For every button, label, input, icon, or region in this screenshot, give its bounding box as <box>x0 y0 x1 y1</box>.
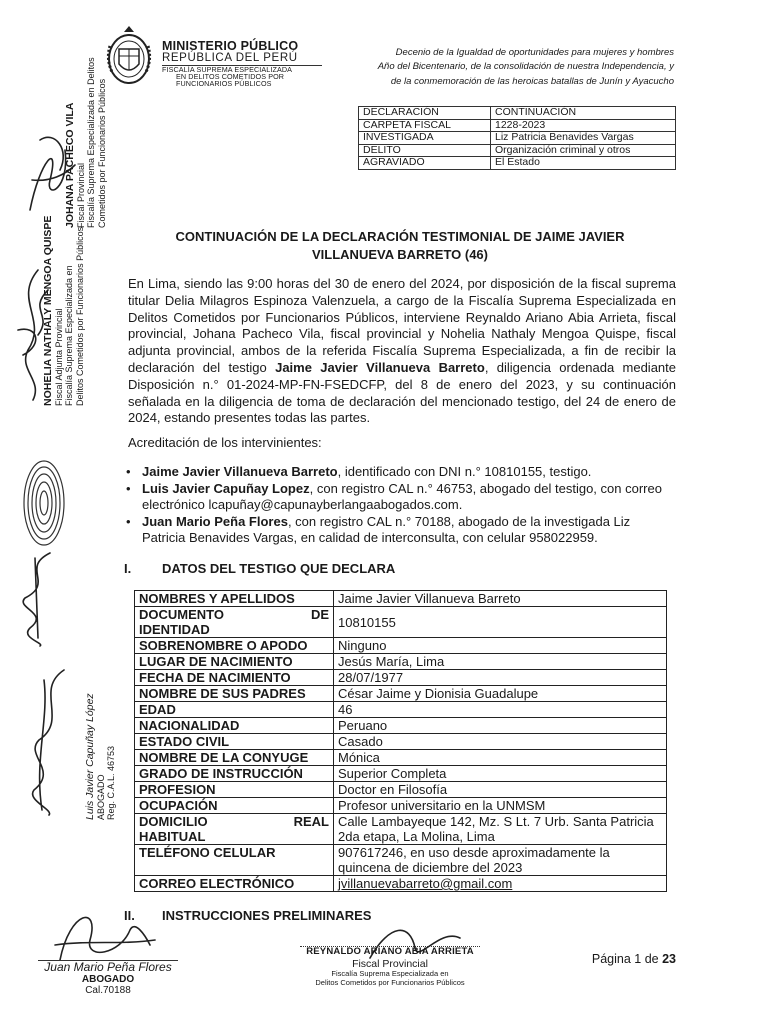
case-row <box>359 107 676 120</box>
table-row <box>135 718 667 734</box>
participant-name: Jaime Javier Villanueva Barreto <box>142 464 338 479</box>
stamp-office: Fiscalía Suprema Especializada en <box>331 968 449 978</box>
list-item <box>122 464 677 481</box>
field-label: GRADO DE INSTRUCCIÓN <box>135 766 334 782</box>
table-row <box>135 845 667 876</box>
case-value: 1228-2023 <box>491 119 676 132</box>
field-label: LUGAR DE NACIMIENTO <box>135 654 334 670</box>
case-row <box>359 119 676 132</box>
stamp-role: ABOGADO <box>96 774 107 820</box>
field-value: Calle Lambayeque 142, Mz. S Lt. 7 Urb. Santa Patricia 2da etapa, La Molina, Lima <box>334 814 667 845</box>
table-row <box>135 750 667 766</box>
field-label: NOMBRE DE SUS PADRES <box>135 686 334 702</box>
section-number: II. <box>124 908 135 923</box>
stamp-office: Delitos Cometidos por Funcionarios Públicos <box>74 226 85 406</box>
field-label: OCUPACIÓN <box>135 798 334 814</box>
table-row <box>135 814 667 845</box>
field-value: Doctor en Filosofía <box>334 782 667 798</box>
field-label-part: REAL <box>293 814 329 829</box>
participant-detail: , con registro CAL n.° 46753, abogado del testigo, con correo electrónico lcapuñay@capunayberlangaabogados.com. <box>142 480 662 512</box>
field-label <box>135 607 334 638</box>
stamp-role: ABOGADO <box>81 974 135 986</box>
official-motto <box>344 46 674 89</box>
case-label: DELITO <box>359 144 491 157</box>
stamp-name: JOHANA PACHECO VILA <box>64 102 76 228</box>
field-value: Ninguno <box>334 638 667 654</box>
table-row <box>135 766 667 782</box>
participants-list <box>122 464 677 547</box>
ministerio-publico-seal-icon <box>104 24 154 86</box>
signature-capunay <box>14 660 74 820</box>
field-label: CORREO ELECTRÓNICO <box>135 876 334 892</box>
stamp-name: REYNALDO ARIANO ABIA ARRIETA <box>300 946 480 958</box>
case-value: CONTINUACIÓN <box>491 107 676 120</box>
case-label: DECLARACIÓN <box>359 107 491 120</box>
case-value: Organización criminal y otros <box>491 144 676 157</box>
field-label: SOBRENOMBRE O APODO <box>135 638 334 654</box>
field-value: 28/07/1977 <box>334 670 667 686</box>
field-value: 46 <box>334 702 667 718</box>
list-item <box>122 514 677 547</box>
org-country: REPÚBLICA DEL PERÚ <box>162 53 322 67</box>
table-row <box>135 607 667 638</box>
case-value: El Estado <box>491 157 676 170</box>
section-title: DATOS DEL TESTIGO QUE DECLARA <box>162 561 396 576</box>
field-value: Jesús María, Lima <box>334 654 667 670</box>
field-value: 10810155 <box>334 607 667 638</box>
stamp-pacheco <box>64 57 107 228</box>
field-label: FECHA DE NACIMIENTO <box>135 670 334 686</box>
field-value: Peruano <box>334 718 667 734</box>
witness-data-table <box>134 590 667 892</box>
page-prefix: Página 1 de <box>591 952 659 966</box>
stamp-role: Fiscal Adjunta Provincial <box>54 308 65 406</box>
list-item <box>122 481 677 514</box>
section-heading-2 <box>124 908 371 923</box>
field-label-part: DE <box>310 607 329 622</box>
motto-line-3: de la conmemoración de las heroicas batallas de Junín y Ayacucho <box>390 75 674 87</box>
participant-detail: , identificado con DNI n.° 10810155, testigo. <box>337 464 592 479</box>
opening-text-1: En Lima, siendo las 9:00 horas del 30 de enero del 2024, por disposición de la fiscal suprema titular Delia Milagros Espinoza Valenzuela, a cargo de la Fiscalía Suprema Especializada en Delitos Cometidos por Funcionarios Públicos, interviene Reynaldo Ariano Abia Arrieta, fiscal provincial, Johana Pacheco Vila, fiscal provincial y Nohelia Nathaly Mengoa Quispe, fiscal adjunta provincial, ambos de la referida Fiscalía Suprema Especializada, a fin de recibir la declaración del testigo <box>128 276 676 375</box>
org-name: MINISTERIO PÚBLICO <box>162 39 299 53</box>
witness-name-bold: Jaime Javier Villanueva Barreto <box>275 359 485 375</box>
stamp-abia <box>300 946 480 987</box>
motto-line-1: Decenio de la Igualdad de oportunidades para mujeres y hombres <box>395 47 674 58</box>
stamp-name: NOHELIA NATHALY MENGOA QUISPE <box>42 215 54 406</box>
field-value: Superior Completa <box>334 766 667 782</box>
opening-text-2: , diligencia ordenada mediante Disposición n.° 01-2024-MP-FN-FSEDCFP, del 8 de enero del 2023, y su continuación señalada en la diligencia de toma de declaración del mencionado testigo, del 24 de enero de 2024, estando presentes todas las partes. <box>128 359 676 426</box>
field-label: NOMBRE DE LA CONYUGE <box>135 750 334 766</box>
table-row <box>135 876 667 892</box>
case-label: CARPETA FISCAL <box>359 119 491 132</box>
section-number: I. <box>124 561 132 576</box>
case-value: Liz Patricia Benavides Vargas <box>491 132 676 145</box>
field-value: 907617246, en uso desde aproximadamente la quincena de diciembre del 2023 <box>334 845 667 876</box>
fingerprint-icon <box>22 458 66 548</box>
case-row <box>359 132 676 145</box>
stamp-office: Delitos Cometidos por Funcionarios Públicos <box>315 977 465 987</box>
organization-header <box>162 40 322 88</box>
case-label: INVESTIGADA <box>359 132 491 145</box>
field-value: Casado <box>334 734 667 750</box>
stamp-role: Fiscal Provincial <box>352 957 428 970</box>
stamp-name: Juan Mario Peña Flores <box>38 960 178 974</box>
stamp-capunay <box>84 693 117 820</box>
table-row <box>135 591 667 607</box>
field-label <box>135 814 334 845</box>
stamp-office: Fiscalía Suprema Especializada en <box>64 265 75 406</box>
stamp-mengoa <box>42 216 85 406</box>
field-value: Jaime Javier Villanueva Barreto <box>334 591 667 607</box>
field-label-part: DOMICILIO <box>139 814 208 829</box>
table-row <box>135 654 667 670</box>
field-label: TELÉFONO CELULAR <box>135 845 334 876</box>
field-label-part: IDENTIDAD <box>139 622 210 637</box>
field-label: NOMBRES Y APELLIDOS <box>135 591 334 607</box>
case-info-table <box>358 106 676 170</box>
stamp-role: Fiscal Provincial <box>76 162 87 228</box>
stamp-name: Luis Javier Capuñay López <box>84 693 96 820</box>
field-label: EDAD <box>135 702 334 718</box>
participant-name: Juan Mario Peña Flores <box>142 513 288 529</box>
opening-paragraph <box>128 276 676 427</box>
section-title: INSTRUCCIONES PRELIMINARES <box>162 908 372 923</box>
org-office-line2: EN DELITOS COMETIDOS POR <box>176 72 285 82</box>
field-value: jvillanuevabarreto@gmail.com <box>334 876 667 892</box>
motto-line-2: Año del Bicentenario, de la consolidación de nuestra Independencia, y <box>377 61 674 73</box>
case-row <box>359 144 676 157</box>
page-number <box>592 952 676 966</box>
table-row <box>135 638 667 654</box>
table-row <box>135 686 667 702</box>
stamp-reg: Cal.70188 <box>85 985 131 997</box>
org-office-line1: FISCALÍA SUPREMA ESPECIALIZADA <box>162 65 293 74</box>
table-row <box>135 670 667 686</box>
stamp-office: Fiscalía Suprema Especializada en Delitos <box>86 57 97 228</box>
field-label: ESTADO CIVIL <box>135 734 334 750</box>
field-label-part: HABITUAL <box>139 829 206 844</box>
table-row <box>135 782 667 798</box>
section-heading-1 <box>124 561 395 576</box>
field-value: Mónica <box>334 750 667 766</box>
page-total: 23 <box>662 952 676 966</box>
document-title: CONTINUACIÓN DE LA DECLARACIÓN TESTIMONIAL DE JAIME JAVIER VILLANUEVA BARRETO (46) <box>175 229 625 262</box>
field-label-part: DOCUMENTO <box>139 607 224 622</box>
field-label: NACIONALIDAD <box>135 718 334 734</box>
stamp-reg: Reg. C.A.L. 46753 <box>106 745 117 820</box>
stamp-office: Cometidos por Funcionarios Públicos <box>96 78 107 228</box>
accreditation-label: Acreditación de los intervinientes: <box>128 435 322 450</box>
table-row <box>135 798 667 814</box>
case-label: AGRAVIADO <box>359 157 491 170</box>
participant-name: Luis Javier Capuñay Lopez <box>142 480 310 496</box>
signature-witness <box>10 548 60 648</box>
org-office-line3: FUNCIONARIOS PÚBLICOS <box>176 79 272 89</box>
field-value: Profesor universitario en la UNMSM <box>334 798 667 814</box>
field-value: César Jaime y Dionisia Guadalupe <box>334 686 667 702</box>
table-row <box>135 734 667 750</box>
participant-detail: , con registro CAL n.° 70188, abogado de la investigada Liz Patricia Benavides Vargas, en calidad de interconsulta, con celular 958022959. <box>142 513 631 545</box>
field-label: PROFESION <box>135 782 334 798</box>
stamp-pena <box>38 960 178 996</box>
case-row <box>359 157 676 170</box>
table-row <box>135 702 667 718</box>
